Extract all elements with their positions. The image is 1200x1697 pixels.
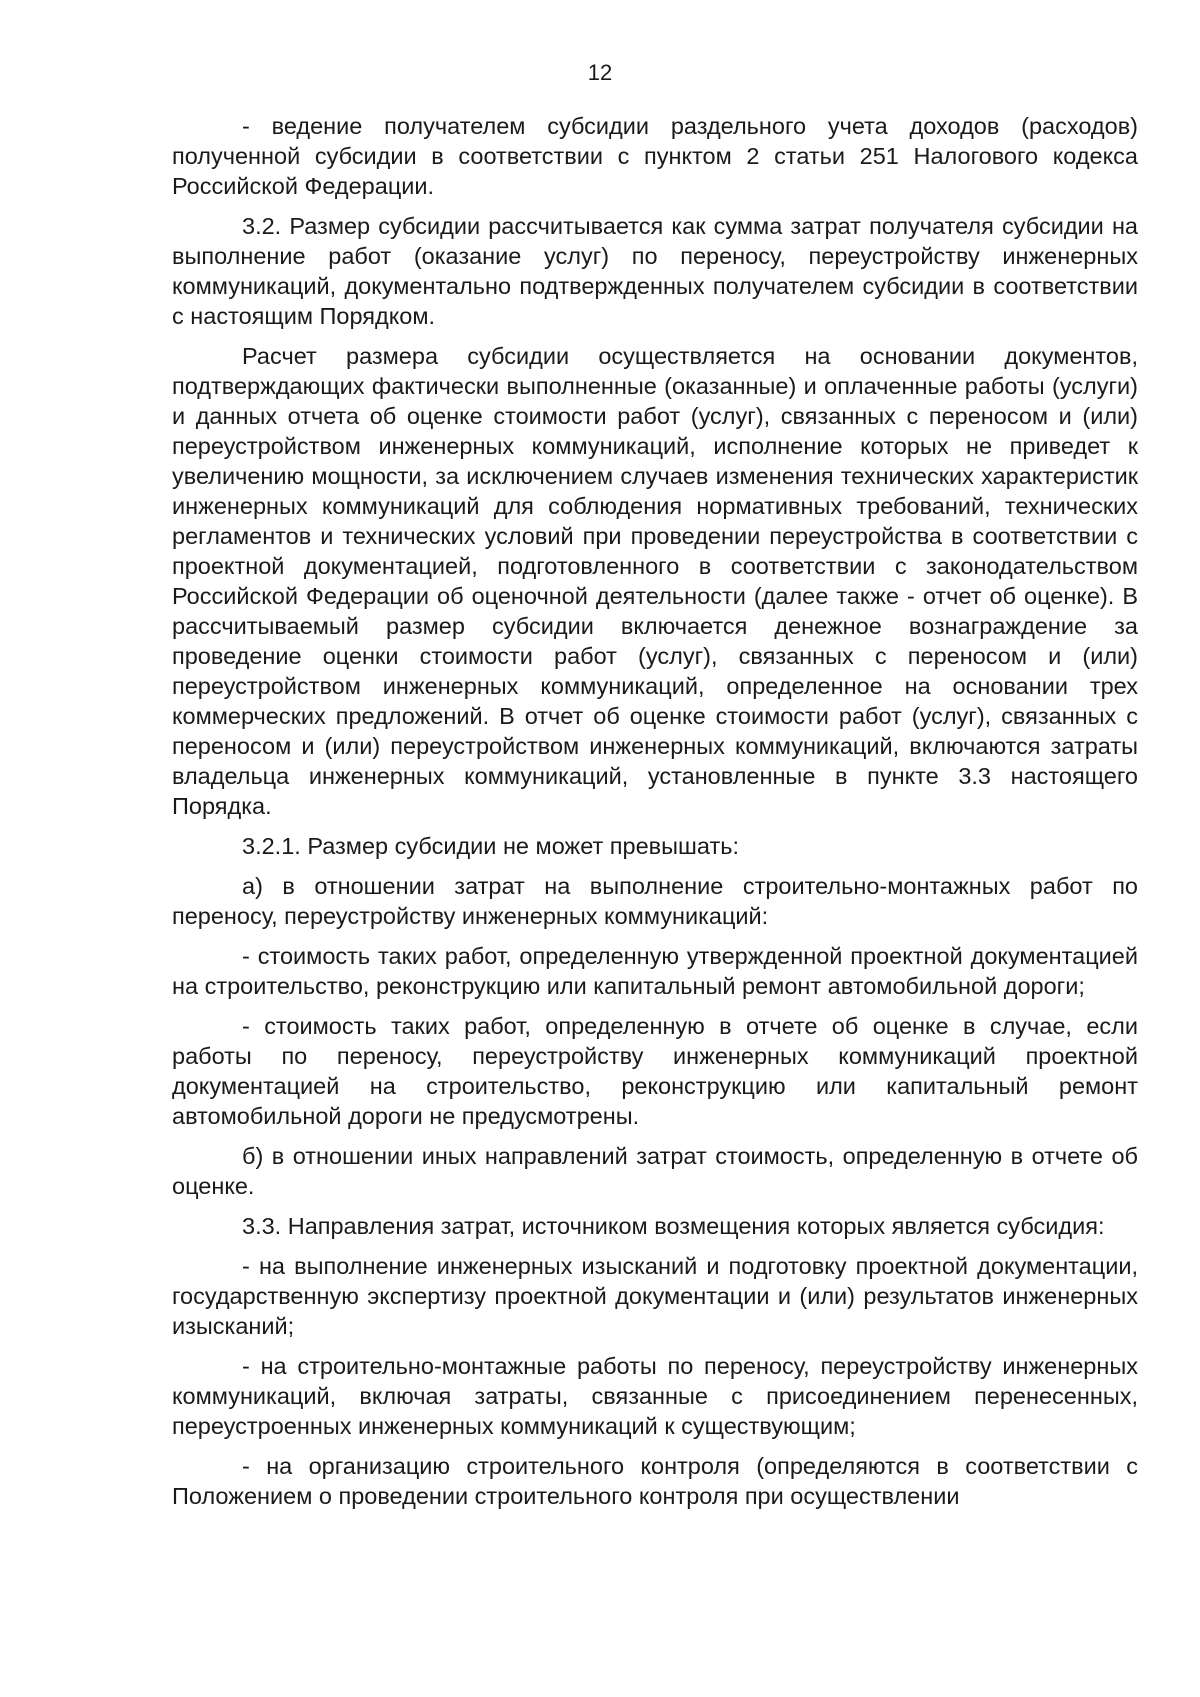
paragraph-item-a: а) в отношении затрат на выполнение строительно-монтажных работ по переносу, переустройству инженерных коммуникаций: bbox=[172, 873, 1138, 929]
paragraph-3-3-dash-3: - на организацию строительного контроля (определяются в соответствии с Положением о проведении строительного контроля при осуществлении bbox=[172, 1453, 1138, 1509]
paragraph-item-a-dash-2: - стоимость таких работ, определенную в отчете об оценке в случае, если работы по переносу, переустройству инженерных коммуникаций проектной документацией на строительство, реконструкцию или капитальный ремонт автомобильной дороги не предусмотрены. bbox=[172, 1013, 1138, 1129]
paragraph-calculation: Расчет размера субсидии осуществляется на основании документов, подтверждающих фактически выполненные (оказанные) и оплаченные работы (услуги) и данных отчета об оценке стоимости работ (услуг), связанных с переносом и (или) переустройством инженерных коммуникаций, исполнение которых не приведет к увеличению мощности, за исключением случаев изменения технических характеристик инженерных коммуникаций для соблюдения нормативных требований, технических регламентов и технических условий при проведении переустройства в соответствии с проектной документацией, подготовленного в соответствии с законодательством Российской Федерации об оценочной деятельности (далее также - отчет об оценке). В рассчитываемый размер субсидии включается денежное вознаграждение за проведение оценки стоимости работ (услуг), связанных с переносом и (или) переустройством инженерных коммуникаций, определенное на основании трех коммерческих предложений. В отчет об оценке стоимости работ (услуг), связанных с переносом и (или) переустройством инженерных коммуникаций, включаются затраты владельца инженерных коммуникаций, установленные в пункте 3.3 настоящего Порядка. bbox=[172, 343, 1138, 819]
paragraph-3-3-dash-1: - на выполнение инженерных изысканий и подготовку проектной документации, государственную экспертизу проектной документации и (или) результатов инженерных изысканий; bbox=[172, 1253, 1138, 1339]
paragraph-item-a-dash-1: - стоимость таких работ, определенную утвержденной проектной документацией на строительство, реконструкцию или капитальный ремонт автомобильной дороги; bbox=[172, 943, 1138, 999]
paragraph-3-2-1: 3.2.1. Размер субсидии не может превышать: bbox=[242, 833, 739, 859]
paragraph-3-2: 3.2. Размер субсидии рассчитывается как сумма затрат получателя субсидии на выполнение работ (оказание услуг) по переносу, переустройству инженерных коммуникаций, документально подтвержденных получателем субсидии в соответствии с настоящим Порядком. bbox=[172, 213, 1138, 329]
document-body bbox=[172, 111, 1138, 1521]
paragraph-item-b: б) в отношении иных направлений затрат стоимость, определенную в отчете об оценке. bbox=[172, 1143, 1138, 1199]
paragraph-separate-accounting: - ведение получателем субсидии раздельного учета доходов (расходов) полученной субсидии в соответствии с пунктом 2 статьи 251 Налогового кодекса Российской Федерации. bbox=[172, 113, 1138, 199]
paragraph-3-3-dash-2: - на строительно-монтажные работы по переносу, переустройству инженерных коммуникаций, включая затраты, связанные с присоединением перенесенных, переустроенных инженерных коммуникаций к существующим; bbox=[172, 1353, 1138, 1439]
paragraph-3-3: 3.3. Направления затрат, источником возмещения которых является субсидия: bbox=[242, 1213, 1105, 1239]
page-number: 12 bbox=[587, 60, 613, 85]
